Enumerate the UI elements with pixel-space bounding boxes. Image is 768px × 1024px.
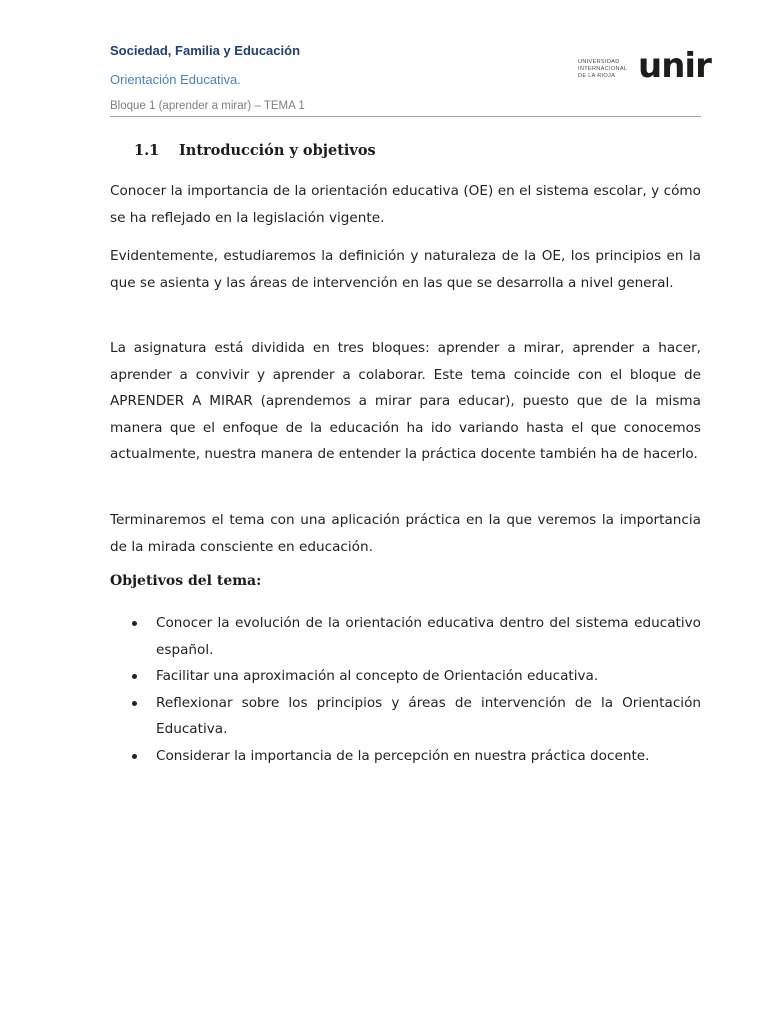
bullet-icon: [132, 701, 137, 706]
header-subject: Orientación Educativa.: [110, 72, 241, 87]
section-number: 1.1: [134, 142, 160, 159]
logo-wordmark: unir: [638, 46, 711, 86]
header-divider: [110, 116, 701, 117]
header-bloque: Bloque 1 (aprender a mirar) – TEMA 1: [110, 100, 305, 112]
logo-university-name: [578, 59, 627, 80]
list-item-text: Reflexionar sobre los principios y áreas de intervención de la Orientación Educativa.: [156, 694, 701, 737]
list-item: [110, 690, 701, 743]
header-course-title: Sociedad, Familia y Educación: [110, 43, 301, 58]
list-item: [110, 743, 701, 770]
list-item-text: Facilitar una aproximación al concepto de Orientación educativa.: [156, 668, 599, 684]
bullet-icon: [132, 754, 137, 759]
unir-logo: [578, 46, 720, 88]
list-item-text: Conocer la evolución de la orientación educativa dentro del sistema educativo español.: [156, 615, 701, 658]
logo-line-3: DE LA RIOJA: [578, 73, 616, 79]
bullet-icon: [132, 674, 137, 679]
paragraph: Evidentemente, estudiaremos la definición y naturaleza de la OE, los principios en la que se asienta y las áreas de intervención en las que se desarrolla a nivel general.: [110, 248, 701, 291]
objectives-title: Objetivos del tema:: [110, 573, 262, 589]
paragraph: Terminaremos el tema con una aplicación práctica en la que veremos la importancia de la mirada consciente en educación.: [110, 512, 701, 555]
logo-line-2: INTERNACIONAL: [578, 66, 628, 72]
bullet-icon: [132, 621, 137, 626]
objectives-list: [110, 610, 701, 769]
list-item: [110, 610, 701, 663]
logo-line-1: UNIVERSIDAD: [578, 59, 620, 65]
paragraph: Conocer la importancia de la orientación educativa (OE) en el sistema escolar, y cómo se ha reflejado en la legislación vigente.: [110, 183, 701, 226]
section-heading: [134, 142, 376, 159]
list-item: [110, 663, 701, 690]
list-item-text: Considerar la importancia de la percepción en nuestra práctica docente.: [156, 747, 650, 764]
section-title: Introducción y objetivos: [179, 142, 376, 159]
paragraph: La asignatura está dividida en tres bloques: aprender a mirar, aprender a hacer, aprender a convivir y aprender a colaborar. Este tema coincide con el bloque de APRENDER A MIRAR (aprendemos a mirar para educar), puesto que de la misma manera que el enfoque de la educación ha ido variando hasta el que conocemos actualmente, nuestra manera de entender la práctica docente también ha de hacerlo.: [110, 340, 701, 462]
